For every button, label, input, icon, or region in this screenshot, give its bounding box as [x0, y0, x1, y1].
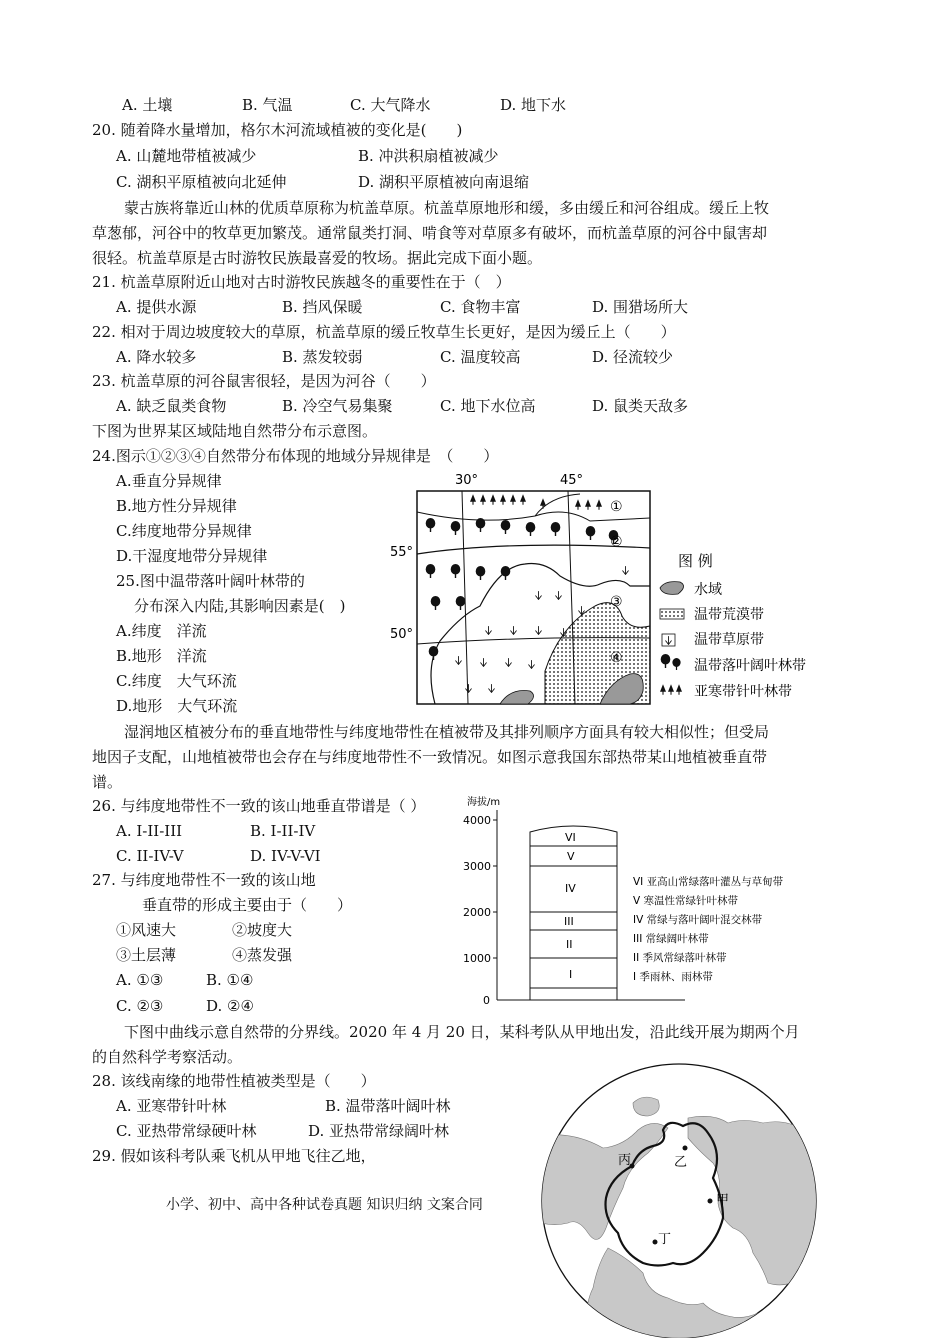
q25-option-c: C.纬度 大气环流 [116, 672, 237, 690]
tick-0: 0 [483, 994, 490, 1007]
q27-option-c: C. ②③ [116, 997, 164, 1015]
map1-intro: 下图为世界某区域陆地自然带分布示意图。 [92, 422, 378, 440]
q24-option-a: A.垂直分异规律 [116, 472, 222, 490]
place-jia-dot [708, 1199, 713, 1204]
passage-hangai-line3: 很轻。杭盖草原是古时游牧民族最喜爱的牧场。据此完成下面小题。 [92, 249, 543, 267]
q21-option-d: D. 围猎场所大 [592, 298, 689, 316]
spectrum-legend-3: III 常绿阔叶林带 [633, 933, 709, 945]
zone-mark-1: ① [610, 499, 623, 515]
q25-stem-line1: 25.图中温带落叶阔叶林带的 [116, 572, 305, 590]
q19-option-a: A. 土壤 [122, 96, 173, 114]
q27-stem-line1: 27. 与纬度地带性不一致的该山地 [92, 871, 316, 889]
spectrum-legend-5: V 寒温性常绿针叶林带 [633, 895, 739, 907]
place-yi-dot [683, 1146, 688, 1151]
q27-option-a: A. ①③ [116, 971, 164, 989]
q22-stem: 22. 相对于周边坡度较大的草原，杭盖草原的缓丘牧草生长更好，是因为缓丘上（ ） [92, 323, 676, 341]
q22-option-c: C. 温度较高 [440, 348, 521, 366]
q27-factor-2: ②坡度大 [232, 921, 293, 939]
q24-option-c: C.纬度地带分异规律 [116, 522, 252, 540]
passage-expedition-line1: 下图中曲线示意自然带的分界线。2020 年 4 月 20 日，某科考队从甲地出发，沿此线开展为期两个月 [124, 1023, 800, 1041]
passage-hangai-line2: 草葱郁，河谷中的牧草更加繁茂。通常鼠类打洞、啃食等对草原多有破坏，而杭盖草原的河谷中鼠害却 [92, 224, 768, 242]
q20-stem: 20. 随着降水量增加，格尔木河流域植被的变化是( ) [92, 121, 463, 139]
vertical-spectrum-figure [455, 792, 855, 1012]
q27-factor-4: ④蒸发强 [232, 946, 293, 964]
passage-vertical-line2: 地因子支配，山地植被带也会存在与纬度地带性不一致情况。如图示意我国东部热带某山地植被垂直带 [92, 748, 768, 766]
passage-vertical-line3: 谱。 [92, 773, 123, 791]
place-yi: 乙 [674, 1155, 688, 1170]
q23-option-a: A. 缺乏鼠类食物 [116, 397, 227, 415]
place-bing: 丙 [618, 1153, 632, 1168]
lat-label-55: 55° [390, 545, 414, 560]
altitude-axis-label: 海拔/m [467, 797, 501, 808]
polar-map [528, 1058, 830, 1338]
q19-option-d: D. 地下水 [500, 96, 567, 114]
zone-mark-3: ③ [610, 594, 623, 610]
q25-option-b: B.地形 洋流 [116, 647, 207, 665]
q26-stem: 26. 与纬度地带性不一致的该山地垂直带谱是（ ） [92, 797, 426, 815]
legend-water: 水域 [694, 582, 722, 598]
q20-option-c: C. 湖积平原植被向北延伸 [116, 173, 287, 191]
q28-option-b: B. 温带落叶阔叶林 [325, 1097, 451, 1115]
q24-option-b: B.地方性分异规律 [116, 497, 237, 515]
legend-conifer: 亚寒带针叶林带 [694, 684, 792, 700]
band-IV: IV [565, 882, 576, 895]
q28-option-a: A. 亚寒带针叶林 [116, 1097, 227, 1115]
place-ding-dot [653, 1240, 658, 1245]
band-I: I [569, 968, 573, 981]
band-III: III [564, 915, 574, 928]
q28-option-d: D. 亚热带常绿阔叶林 [308, 1122, 450, 1140]
q26-option-c: C. II-IV-V [116, 847, 184, 865]
q24-option-d: D.干湿度地带分异规律 [116, 547, 268, 565]
passage-vertical-line1: 湿润地区植被分布的垂直地带性与纬度地带性在植被带及其排列顺序方面具有较大相似性；但受局 [124, 723, 770, 741]
tick-2000: 2000 [463, 906, 491, 919]
q24-stem: 24.图示①②③④自然带分布体现的地域分异规律是 （ ） [92, 447, 499, 465]
q21-option-c: C. 食物丰富 [440, 298, 521, 316]
spectrum-legend-1: I 季雨林、雨林带 [633, 971, 713, 983]
passage-hangai-line1: 蒙古族将靠近山林的优质草原称为杭盖草原。杭盖草原地形和缓，多由缓丘和河谷组成。缓丘上牧 [124, 199, 770, 217]
page-footer: 小学、初中、高中各种试卷真题 知识归纳 文案合同 [166, 1197, 483, 1213]
q25-option-d: D.地形 大气环流 [116, 697, 238, 715]
q26-option-b: B. I-II-IV [250, 822, 316, 840]
place-jia: 甲 [716, 1193, 730, 1208]
zone-mark-4: ④ [610, 650, 623, 666]
q19-option-c: C. 大气降水 [350, 96, 431, 114]
legend-broadleaf: 温带落叶阔叶林带 [694, 658, 806, 674]
lat-label-50: 50° [390, 627, 414, 642]
q21-option-a: A. 提供水源 [116, 298, 197, 316]
q20-option-a: A. 山麓地带植被减少 [116, 147, 257, 165]
band-V: V [567, 850, 575, 863]
legend-desert-swatch [660, 609, 684, 619]
tick-1000: 1000 [463, 952, 491, 965]
q27-factor-3: ③土层薄 [116, 946, 177, 964]
q22-option-b: B. 蒸发较弱 [282, 348, 363, 366]
q28-stem: 28. 该线南缘的地带性植被类型是（ ） [92, 1072, 376, 1090]
spectrum-legend-4: IV 常绿与落叶阔叶混交林带 [633, 914, 763, 926]
q21-stem: 21. 杭盖草原附近山地对古时游牧民族越冬的重要性在于（ ） [92, 273, 511, 291]
q25-option-a: A.纬度 洋流 [116, 622, 207, 640]
q26-option-a: A. I-II-III [116, 822, 183, 840]
q26-option-d: D. IV-V-VI [250, 847, 321, 865]
q27-option-d: D. ②④ [206, 997, 254, 1015]
q23-option-c: C. 地下水位高 [440, 397, 536, 415]
band-VI: VI [565, 831, 576, 844]
q23-stem: 23. 杭盖草原的河谷鼠害很轻，是因为河谷（ ） [92, 372, 436, 390]
q19-option-b: B. 气温 [242, 96, 293, 114]
q23-option-b: B. 冷空气易集聚 [282, 397, 393, 415]
q25-stem-line2: 分布深入内陆,其影响因素是( ) [134, 597, 346, 615]
legend-water-swatch [660, 582, 684, 595]
q27-option-b: B. ①④ [206, 971, 254, 989]
zone-mark-2: ② [610, 534, 623, 550]
lon-label-45: 45° [560, 473, 584, 488]
q20-option-b: B. 冲洪积扇植被减少 [358, 147, 499, 165]
place-ding: 丁 [658, 1232, 672, 1247]
tick-3000: 3000 [463, 860, 491, 873]
passage-expedition-line2: 的自然科学考察活动。 [92, 1048, 243, 1066]
legend-steppe: 温带草原带 [694, 632, 764, 648]
legend-desert: 温带荒漠带 [694, 607, 764, 623]
lon-label-30: 30° [455, 473, 479, 488]
q22-option-d: D. 径流较少 [592, 348, 674, 366]
q23-option-d: D. 鼠类天敌多 [592, 397, 689, 415]
band-II: II [566, 938, 573, 951]
q27-factor-1: ①风速大 [116, 921, 177, 939]
spectrum-legend-6: VI 亚高山常绿落叶灌丛与草甸带 [633, 876, 784, 888]
q27-stem-line2: 垂直带的形成主要由于（ ） [142, 896, 353, 914]
tick-4000: 4000 [463, 814, 491, 827]
q22-option-a: A. 降水较多 [116, 348, 197, 366]
natural-zone-map [360, 466, 820, 711]
q28-option-c: C. 亚热带常绿硬叶林 [116, 1122, 257, 1140]
q29-stem: 29. 假如该科考队乘飞机从甲地飞往乙地， [92, 1147, 376, 1165]
legend-title: 图 例 [678, 552, 713, 570]
q21-option-b: B. 挡风保暖 [282, 298, 363, 316]
q20-option-d: D. 湖积平原植被向南退缩 [358, 173, 530, 191]
spectrum-legend-2: II 季风常绿落叶林带 [633, 952, 727, 964]
